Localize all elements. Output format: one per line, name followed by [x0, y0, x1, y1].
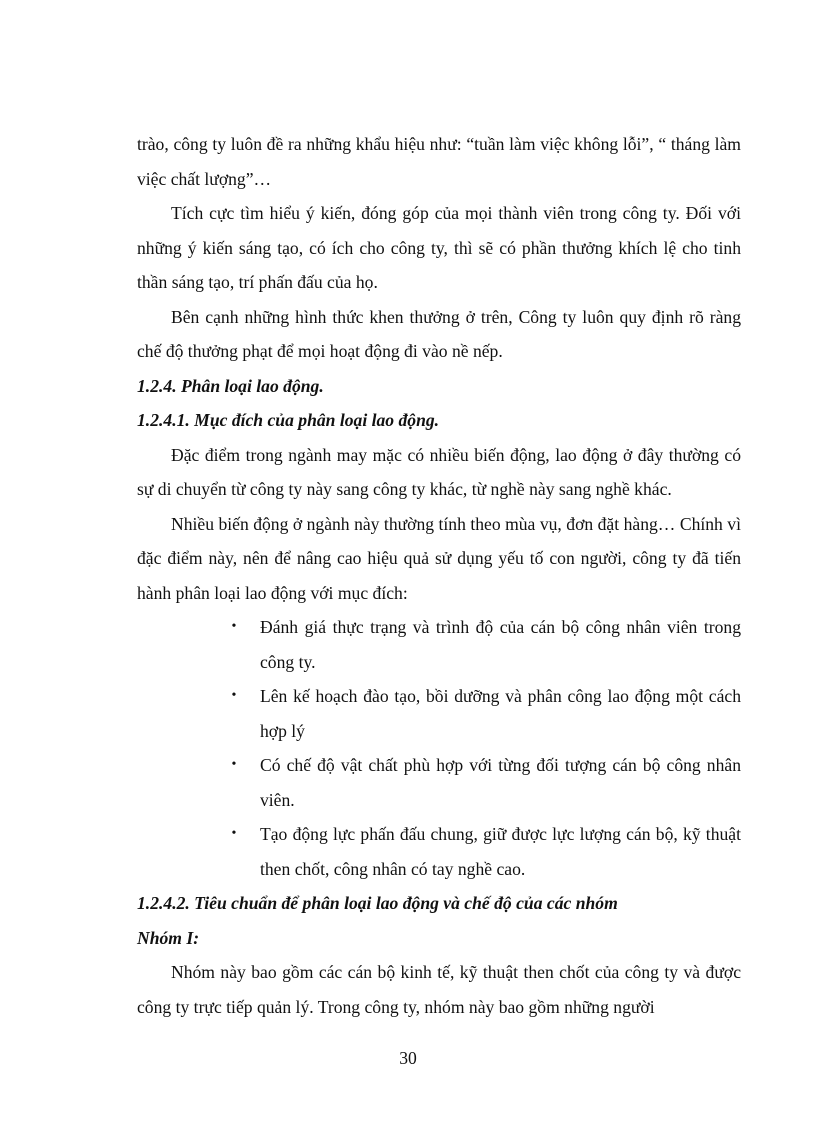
purpose-list	[137, 610, 741, 886]
list-item-text: Lên kế hoạch đào tạo, bồi dưỡng và phân công lao động một cách hợp lý	[260, 686, 741, 741]
paragraph-group-1: Nhóm này bao gồm các cán bộ kinh tế, kỹ thuật then chốt của công ty và được công ty trực tiếp quản lý. Trong công ty, nhóm này bao gồm những người	[137, 962, 741, 1017]
list-item	[231, 748, 741, 817]
paragraph-feedback: Tích cực tìm hiểu ý kiến, đóng góp của mọi thành viên trong công ty. Đối với những ý kiến sáng tạo, có ích cho công ty, thì sẽ có phần thưởng khích lệ cho tinh thần sáng tạo, trí phấn đấu của họ.	[137, 203, 741, 292]
group-heading-1: Nhóm I:	[137, 927, 200, 948]
list-item-text: Đánh giá thực trạng và trình độ của cán bộ công nhân viên trong công ty.	[260, 617, 741, 672]
bullet-icon: •	[231, 688, 237, 703]
section-heading-1-2-4-2: 1.2.4.2. Tiêu chuẩn để phân loại lao động và chế độ của các nhóm	[137, 893, 618, 913]
list-item	[231, 679, 741, 748]
paragraph-classification-purpose: Nhiều biến động ở ngành này thường tính theo mùa vụ, đơn đặt hàng… Chính vì đặc điểm này, nên để nâng cao hiệu quả sử dụng yếu tố con người, công ty đã tiến hành phân loại lao động với mục đích:	[137, 513, 741, 603]
list-item-text: Tạo động lực phấn đấu chung, giữ được lực lượng cán bộ, kỹ thuật then chốt, công nhân có tay nghề cao.	[260, 824, 741, 879]
list-item-text: Có chế độ vật chất phù hợp với từng đối tượng cán bộ công nhân viên.	[260, 755, 741, 810]
section-heading-1-2-4: 1.2.4. Phân loại lao động.	[137, 375, 324, 396]
page-number: 30	[399, 1048, 417, 1068]
paragraph-continuation: trào, công ty luôn đề ra những khẩu hiệu như: “tuần làm việc không lỗi”, “ tháng làm việc chất lượng”…	[137, 134, 741, 189]
bullet-icon: •	[231, 619, 237, 634]
list-item	[231, 610, 741, 679]
bullet-icon: •	[231, 826, 237, 841]
bullet-icon: •	[231, 757, 237, 772]
paragraph-rewards: Bên cạnh những hình thức khen thưởng ở trên, Công ty luôn quy định rõ ràng chế độ thưởng phạt để mọi hoạt động đi vào nề nếp.	[137, 306, 741, 361]
page-body	[137, 127, 741, 1024]
list-item	[231, 817, 741, 886]
section-heading-1-2-4-1: 1.2.4.1. Mục đích của phân loại lao động.	[137, 410, 440, 430]
paragraph-industry-features: Đặc điểm trong ngành may mặc có nhiều biến động, lao động ở đây thường có sự di chuyển từ công ty này sang công ty khác, từ nghề này sang nghề khác.	[137, 444, 741, 499]
